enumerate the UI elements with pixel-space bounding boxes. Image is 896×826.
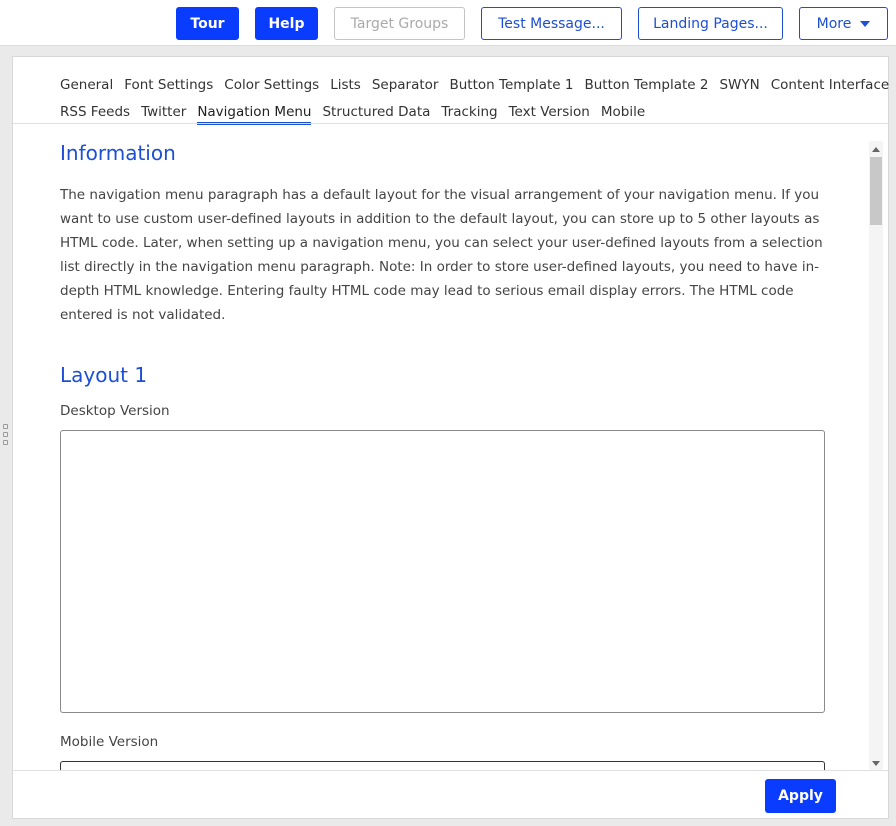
tab-lists[interactable]: Lists: [330, 76, 361, 93]
footer-bar: [13, 770, 888, 818]
desktop-version-label: Desktop Version: [60, 403, 170, 419]
scrollbar-track[interactable]: [869, 141, 883, 771]
resize-grip-icon[interactable]: [3, 424, 9, 450]
content-area: [60, 141, 840, 387]
tab-button-template-1[interactable]: Button Template 1: [449, 76, 574, 93]
target-groups-button[interactable]: Target Groups: [334, 7, 465, 40]
scroll-up-icon[interactable]: [872, 147, 880, 152]
tab-general[interactable]: General: [60, 76, 114, 93]
more-label: More: [816, 15, 852, 32]
tab-button-template-2[interactable]: Button Template 2: [584, 76, 709, 93]
tab-divider: [13, 123, 888, 124]
tab-mobile[interactable]: Mobile: [600, 103, 646, 120]
tab-text-version[interactable]: Text Version: [508, 103, 590, 120]
tab-structured-data[interactable]: Structured Data: [322, 103, 431, 120]
chevron-down-icon: [860, 21, 870, 27]
tab-row-1: [60, 71, 890, 98]
test-message-button[interactable]: Test Message...: [481, 7, 622, 40]
tab-navigation-menu[interactable]: Navigation Menu: [197, 103, 312, 120]
settings-panel: [12, 56, 889, 819]
tab-color-settings[interactable]: Color Settings: [224, 76, 320, 93]
tab-row-2: [60, 98, 875, 125]
tab-content-interface[interactable]: Content Interface: [770, 76, 890, 93]
tab-tracking[interactable]: Tracking: [441, 103, 498, 120]
mobile-version-label: Mobile Version: [60, 734, 159, 750]
layout-heading: Layout 1: [60, 363, 148, 387]
tab-bar: [60, 71, 890, 125]
information-heading: Information: [60, 141, 176, 165]
tab-swyn[interactable]: SWYN: [719, 76, 760, 93]
information-text: The navigation menu paragraph has a default layout for the visual arrangement of your navigation menu. If you want to use custom user-defined layouts in addition to the default layout, you can store up to 5 other layouts as HTML code. Later, when setting up a navigation menu, you can select your user-defined layouts from a selection list directly in the navigation menu paragraph. Note: In order to store user-defined layouts, you need to have in-depth HTML knowledge. Entering faulty HTML code may lead to serious email display errors. The HTML code entered is not validated.: [60, 187, 823, 323]
tab-rss-feeds[interactable]: RSS Feeds: [60, 103, 131, 120]
help-button[interactable]: Help: [255, 7, 318, 40]
mobile-version-textarea[interactable]: [60, 761, 825, 770]
more-button[interactable]: [799, 7, 888, 40]
top-toolbar: [0, 0, 896, 46]
tour-button[interactable]: Tour: [176, 7, 239, 40]
tab-twitter[interactable]: Twitter: [141, 103, 187, 120]
apply-button[interactable]: Apply: [765, 779, 836, 813]
landing-pages-button[interactable]: Landing Pages...: [638, 7, 783, 40]
scrollbar-thumb[interactable]: [870, 157, 882, 225]
tab-font-settings[interactable]: Font Settings: [124, 76, 214, 93]
scroll-down-icon[interactable]: [872, 761, 880, 766]
tab-separator[interactable]: Separator: [371, 76, 439, 93]
desktop-version-textarea[interactable]: [60, 430, 825, 713]
